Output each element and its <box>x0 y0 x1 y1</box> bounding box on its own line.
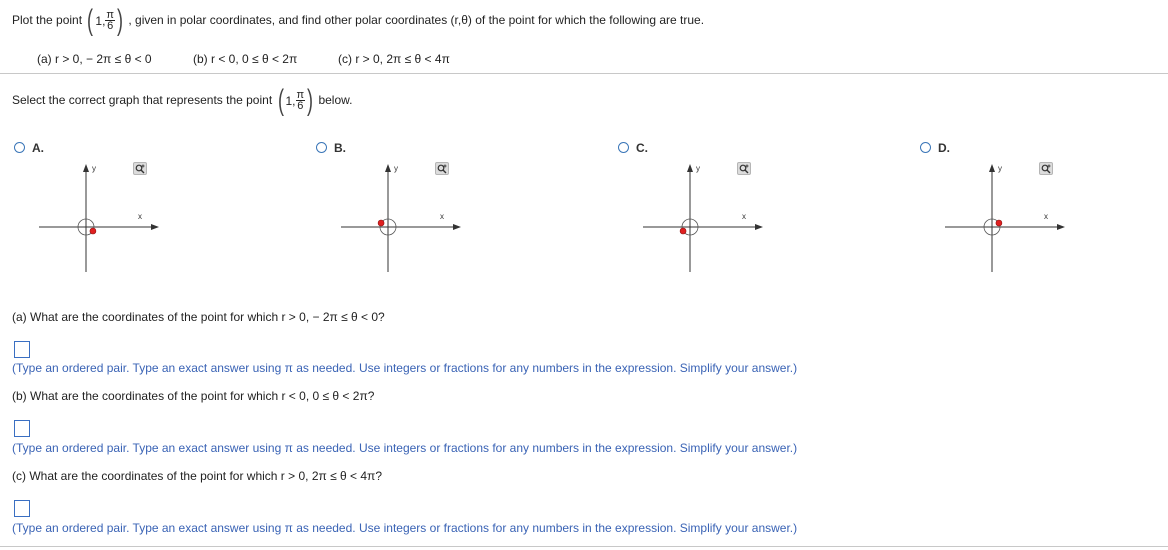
option-b-label[interactable]: B. <box>334 141 346 155</box>
point-r: 1, <box>95 13 106 28</box>
question-b: (b) What are the coordinates of the point for which r < 0, 0 ≤ θ < 2π? <box>12 389 375 403</box>
x-axis-label: x <box>1044 212 1048 221</box>
polar-point: ( 1, $\frac{\pi}{6}$ ) <box>87 3 124 37</box>
option-a-graph <box>35 160 165 280</box>
option-b-plot <box>337 160 467 280</box>
problem-suffix: , given in polar coordinates, and find other polar coordinates (r,θ) of the point for which the following are true. <box>128 13 705 27</box>
answer-b-input[interactable] <box>14 420 30 437</box>
option-b-radio[interactable] <box>316 142 327 153</box>
x-axis-arrow <box>1057 224 1065 230</box>
point-theta: $\frac{\pi}{6}$ <box>106 9 115 33</box>
option-a-point <box>90 228 96 234</box>
option-d-plot <box>941 160 1071 280</box>
problem-prefix: Plot the point <box>12 13 83 27</box>
option-a-radio[interactable] <box>14 142 25 153</box>
condition-b: (b) r < 0, 0 ≤ θ < 2π <box>193 52 298 66</box>
select-prompt <box>12 85 352 115</box>
select-polar-point: ( 1, $\frac{\pi}{6}$ ) <box>277 83 314 117</box>
option-d-graph <box>941 160 1071 280</box>
question-c: (c) What are the coordinates of the point for which r > 0, 2π ≤ θ < 4π? <box>12 469 382 483</box>
bottom-divider <box>0 546 1168 547</box>
x-axis-label: x <box>138 212 142 221</box>
condition-c: (c) r > 0, 2π ≤ θ < 4π <box>338 52 450 66</box>
x-axis-arrow <box>755 224 763 230</box>
hint-b: (Type an ordered pair. Type an exact answer using π as needed. Use integers or fractions for any numbers in the expression. Simplify your answer.) <box>12 441 798 455</box>
y-axis-label: y <box>394 164 398 173</box>
answer-a-input[interactable] <box>14 341 30 358</box>
problem-statement <box>12 5 704 35</box>
option-c-radio[interactable] <box>618 142 629 153</box>
x-axis-arrow <box>151 224 159 230</box>
option-a-plot <box>35 160 165 280</box>
y-axis-label: y <box>998 164 1002 173</box>
divider <box>0 73 1168 74</box>
y-axis-arrow <box>989 164 995 172</box>
option-b-point <box>378 220 384 226</box>
hint-c: (Type an ordered pair. Type an exact answer using π as needed. Use integers or fractions for any numbers in the expression. Simplify your answer.) <box>12 521 798 535</box>
y-axis-arrow <box>385 164 391 172</box>
y-axis-arrow <box>83 164 89 172</box>
y-axis-arrow <box>687 164 693 172</box>
question-a: (a) What are the coordinates of the point for which r > 0, − 2π ≤ θ < 0? <box>12 310 385 324</box>
x-axis-label: x <box>440 212 444 221</box>
option-d-point <box>996 220 1002 226</box>
option-d-radio[interactable] <box>920 142 931 153</box>
select-prompt-suffix: below. <box>318 93 353 107</box>
option-c-graph <box>639 160 769 280</box>
answer-c-input[interactable] <box>14 500 30 517</box>
option-d-label[interactable]: D. <box>938 141 950 155</box>
option-b-graph <box>337 160 467 280</box>
option-c-point <box>680 228 686 234</box>
y-axis-label: y <box>92 164 96 173</box>
y-axis-label: y <box>696 164 700 173</box>
hint-a: (Type an ordered pair. Type an exact answer using π as needed. Use integers or fractions for any numbers in the expression. Simplify your answer.) <box>12 361 798 375</box>
x-axis-arrow <box>453 224 461 230</box>
option-a-label[interactable]: A. <box>32 141 44 155</box>
condition-a: (a) r > 0, − 2π ≤ θ < 0 <box>37 52 152 66</box>
option-c-label[interactable]: C. <box>636 141 648 155</box>
x-axis-label: x <box>742 212 746 221</box>
option-c-plot <box>639 160 769 280</box>
select-prompt-prefix: Select the correct graph that represents the point <box>12 93 273 107</box>
